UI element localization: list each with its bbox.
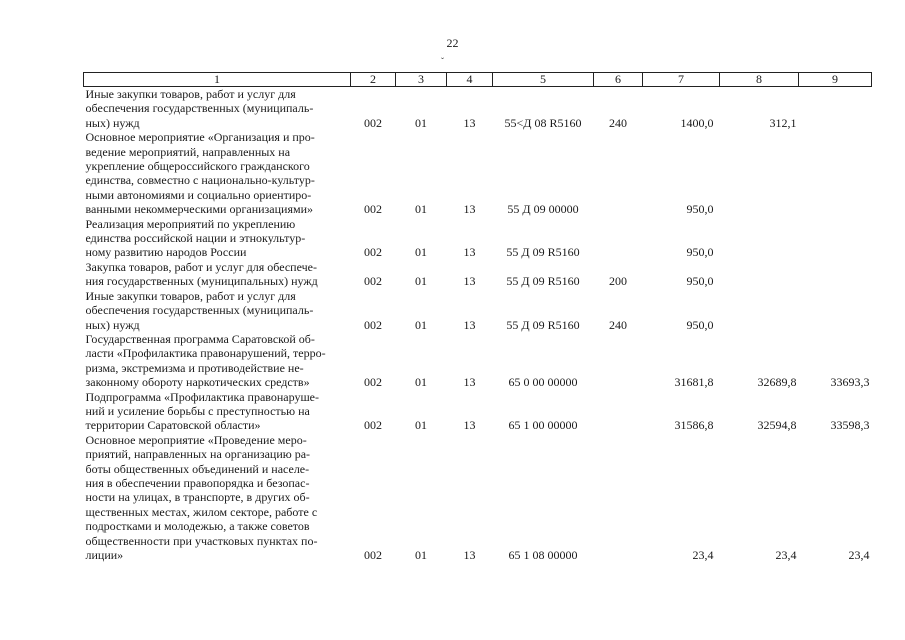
col-4-subsection: 13 bbox=[463, 548, 476, 562]
col-7-amount: 950,0 bbox=[686, 245, 714, 260]
col-9-amount bbox=[799, 87, 872, 131]
header-col-7: 7 bbox=[643, 73, 720, 87]
description-line: ных) нужд bbox=[85, 115, 140, 130]
col-8-amount: 32689,8 bbox=[757, 375, 797, 390]
description-line: общественности при участковых пунктах по- bbox=[85, 533, 318, 548]
table-row bbox=[84, 87, 872, 131]
col-6-expense-type bbox=[594, 130, 643, 216]
row-description bbox=[84, 217, 351, 260]
col-9-amount: 33693,3 bbox=[830, 375, 870, 390]
col-6-expense-type bbox=[594, 390, 643, 433]
description-line: щественных местах, жилом секторе, работе с bbox=[85, 504, 318, 519]
budget-table bbox=[83, 72, 872, 562]
col-5-target-article: 55 Д 09 R5160 bbox=[506, 274, 580, 289]
col-9-amount bbox=[799, 217, 872, 260]
row-description bbox=[84, 289, 351, 332]
col-3-section: 01 bbox=[415, 548, 427, 562]
col-7-amount: 1400,0 bbox=[680, 115, 714, 130]
table-row bbox=[84, 390, 872, 433]
page-number: 22 bbox=[446, 36, 459, 50]
col-5-target-article: 65 0 00 00000 bbox=[508, 375, 578, 390]
header-col-8: 8 bbox=[720, 73, 799, 87]
col-5-target-article: 55 Д 09 R5160 bbox=[506, 317, 580, 332]
col-7-amount: 950,0 bbox=[686, 274, 714, 289]
col-4-subsection: 13 bbox=[463, 245, 476, 260]
col-4-subsection: 13 bbox=[463, 202, 476, 217]
col-2-code: 002 bbox=[364, 317, 382, 332]
description-line: Иные закупки товаров, работ и услуг для bbox=[85, 87, 296, 101]
col-3-section: 01 bbox=[415, 375, 427, 390]
description-line: Основное мероприятие «Организация и про- bbox=[85, 130, 315, 145]
col-5-target-article: 55 Д 09 R5160 bbox=[506, 245, 580, 260]
table-header bbox=[84, 73, 872, 87]
col-8-amount bbox=[720, 130, 799, 216]
description-line: Иные закупки товаров, работ и услуг для bbox=[85, 288, 296, 303]
table-row bbox=[84, 289, 872, 332]
description-line: единства российской нации и этнокультур- bbox=[85, 231, 306, 246]
col-8-amount bbox=[720, 289, 799, 332]
description-line: единства, совместно с национально-культур- bbox=[85, 173, 315, 188]
description-line: законному обороту наркотических средств» bbox=[85, 375, 310, 390]
description-line: обеспечения государственных (муниципаль- bbox=[85, 101, 314, 116]
col-8-amount bbox=[720, 260, 799, 289]
col-6-expense-type bbox=[594, 433, 643, 563]
col-4-subsection: 13 bbox=[463, 115, 476, 130]
col-4-subsection: 13 bbox=[463, 317, 476, 332]
col-5-target-article: 55 Д 09 00000 bbox=[507, 202, 579, 217]
row-description bbox=[84, 87, 351, 131]
table-row bbox=[84, 332, 872, 390]
description-line: ных) нужд bbox=[85, 317, 140, 332]
col-2-code: 002 bbox=[364, 418, 382, 433]
col-6-expense-type: 240 bbox=[609, 115, 627, 130]
description-line: ний и усиление борьбы с преступностью на bbox=[85, 403, 310, 418]
description-line: ведение мероприятий, направленных на bbox=[85, 144, 291, 159]
col-3-section: 01 bbox=[415, 115, 427, 130]
description-line: обеспечения государственных (муниципаль- bbox=[85, 303, 314, 318]
description-line: ности на улицах, в транспорте, в других об- bbox=[85, 490, 310, 505]
col-9-amount bbox=[799, 130, 872, 216]
col-3-section: 01 bbox=[415, 418, 427, 433]
col-2-code: 002 bbox=[364, 202, 382, 217]
description-line: ния государственных (муниципальных) нужд bbox=[85, 274, 318, 289]
row-description bbox=[84, 390, 351, 433]
col-7-amount: 950,0 bbox=[686, 317, 714, 332]
header-col-2: 2 bbox=[351, 73, 396, 87]
header-row bbox=[84, 73, 872, 87]
col-2-code: 002 bbox=[364, 115, 382, 130]
header-col-3: 3 bbox=[396, 73, 447, 87]
col-4-subsection: 13 bbox=[463, 375, 476, 390]
header-col-4: 4 bbox=[447, 73, 493, 87]
header-col-1: 1 bbox=[84, 73, 351, 87]
col-9-amount bbox=[799, 260, 872, 289]
col-6-expense-type bbox=[594, 217, 643, 260]
row-description bbox=[84, 130, 351, 216]
col-4-subsection: 13 bbox=[463, 274, 476, 289]
table-row bbox=[84, 130, 872, 216]
description-line: приятий, направленных на организацию ра- bbox=[85, 447, 311, 462]
row-description bbox=[84, 433, 351, 563]
header-col-9: 9 bbox=[799, 73, 872, 87]
description-line: Реализация мероприятий по укреплению bbox=[85, 216, 296, 231]
col-3-section: 01 bbox=[415, 317, 427, 332]
description-line: укрепление общероссийского гражданского bbox=[85, 159, 310, 174]
description-line: ному развитию народов России bbox=[85, 245, 247, 260]
description-line: ласти «Профилактика правонарушений, терро- bbox=[85, 346, 326, 361]
col-9-amount bbox=[799, 289, 872, 332]
col-4-subsection: 13 bbox=[463, 418, 476, 433]
description-line: ными автономиями и социально ориентиро- bbox=[85, 187, 312, 202]
header-col-5: 5 bbox=[493, 73, 594, 87]
scan-mark: ˇ bbox=[441, 56, 444, 66]
description-line: Государственная программа Саратовской об- bbox=[85, 331, 315, 346]
table-row bbox=[84, 217, 872, 260]
col-5-target-article: 65 1 08 00000 bbox=[508, 548, 578, 562]
col-7-amount: 31681,8 bbox=[674, 375, 714, 390]
col-2-code: 002 bbox=[364, 375, 382, 390]
description-line: Подпрограмма «Профилактика правонаруше- bbox=[85, 389, 320, 404]
col-7-amount: 950,0 bbox=[686, 202, 714, 217]
header-col-6: 6 bbox=[594, 73, 643, 87]
col-8-amount: 23,4 bbox=[775, 548, 797, 562]
description-line: ванными некоммерческими организациями» bbox=[85, 202, 314, 217]
col-9-amount: 33598,3 bbox=[830, 418, 870, 433]
row-description bbox=[84, 332, 351, 390]
col-6-expense-type: 240 bbox=[609, 317, 627, 332]
col-7-amount: 23,4 bbox=[692, 548, 714, 562]
description-line: ризма, экстремизма и противодействие не- bbox=[85, 360, 304, 375]
col-7-amount: 31586,8 bbox=[674, 418, 714, 433]
description-line: ния в обеспечении правопорядка и безопас- bbox=[85, 475, 310, 490]
col-2-code: 002 bbox=[364, 245, 382, 260]
description-line: лиции» bbox=[85, 548, 124, 562]
description-line: подростками и молодежью, а также советов bbox=[85, 519, 310, 534]
col-6-expense-type: 200 bbox=[609, 274, 627, 289]
description-line: Закупка товаров, работ и услуг для обеспече- bbox=[85, 259, 317, 274]
description-line: Основное мероприятие «Проведение меро- bbox=[85, 432, 307, 447]
col-5-target-article: 65 1 00 00000 bbox=[508, 418, 578, 433]
row-description bbox=[84, 260, 351, 289]
table-row bbox=[84, 433, 872, 563]
table-row bbox=[84, 260, 872, 289]
col-8-amount bbox=[720, 217, 799, 260]
col-8-amount: 312,1 bbox=[769, 115, 797, 130]
col-2-code: 002 bbox=[364, 548, 382, 562]
col-5-target-article: 55<Д 08 R5160 bbox=[504, 115, 582, 130]
description-line: территории Саратовской области» bbox=[85, 418, 261, 433]
col-3-section: 01 bbox=[415, 245, 427, 260]
col-8-amount: 32594,8 bbox=[757, 418, 797, 433]
col-3-section: 01 bbox=[415, 274, 427, 289]
col-2-code: 002 bbox=[364, 274, 382, 289]
description-line: боты общественных объединений и населе- bbox=[85, 461, 310, 476]
col-9-amount: 23,4 bbox=[848, 548, 870, 562]
col-6-expense-type bbox=[594, 332, 643, 390]
col-3-section: 01 bbox=[415, 202, 427, 217]
table-body bbox=[84, 87, 872, 563]
